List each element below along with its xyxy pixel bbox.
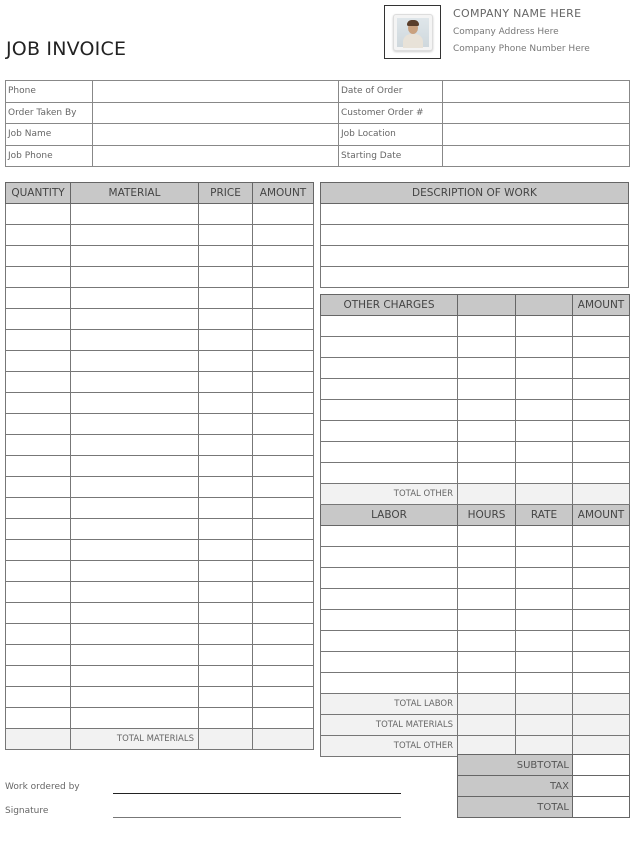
materials-cell[interactable] (6, 225, 71, 246)
other-charge-cell[interactable] (321, 463, 458, 484)
materials-cell[interactable] (6, 708, 71, 729)
total-labor-label: TOTAL LABOR (321, 694, 458, 715)
materials-cell[interactable] (199, 519, 253, 540)
total-labor-cell[interactable] (458, 694, 516, 715)
table-row (6, 666, 314, 687)
table-row (6, 498, 314, 519)
labor-column-header: AMOUNT (573, 505, 630, 526)
description-line-field[interactable] (321, 246, 629, 267)
labor-cell[interactable] (321, 652, 458, 673)
other-charge-cell[interactable] (321, 379, 458, 400)
materials-cell[interactable] (6, 456, 71, 477)
labor-column-header: RATE (516, 505, 573, 526)
materials-cell[interactable] (6, 603, 71, 624)
other-charge-cell[interactable] (516, 337, 573, 358)
company-phone: Company Phone Number Here (453, 44, 590, 54)
other-charges-column-header: OTHER CHARGES (321, 295, 458, 316)
total-materials-cell[interactable] (458, 715, 516, 736)
description-row (321, 225, 629, 246)
table-row (6, 519, 314, 540)
materials-cell[interactable] (6, 645, 71, 666)
tax-row (458, 776, 630, 797)
work-ordered-by-field[interactable] (113, 793, 401, 794)
company-logo (384, 5, 441, 59)
materials-cell[interactable] (71, 225, 199, 246)
total-cell[interactable] (199, 729, 253, 750)
labor-cell[interactable] (573, 568, 630, 589)
description-header: DESCRIPTION OF WORK (321, 183, 629, 204)
labor-column-header: LABOR (321, 505, 458, 526)
info-value-field[interactable] (93, 102, 339, 124)
materials-cell[interactable] (71, 288, 199, 309)
info-value-field[interactable] (443, 81, 630, 103)
labor-cell[interactable] (321, 547, 458, 568)
description-line-field[interactable] (321, 204, 629, 225)
materials-cell[interactable] (253, 624, 314, 645)
other-charge-row (321, 358, 630, 379)
other-charge-cell[interactable] (573, 316, 630, 337)
materials-column-header: QUANTITY (6, 183, 71, 204)
total-labor-cell[interactable] (573, 694, 630, 715)
subtotal-row (458, 755, 630, 776)
materials-cell[interactable] (253, 414, 314, 435)
materials-cell[interactable] (253, 561, 314, 582)
table-row (6, 708, 314, 729)
table-row (6, 288, 314, 309)
materials-cell[interactable] (199, 477, 253, 498)
materials-cell[interactable] (199, 603, 253, 624)
materials-cell[interactable] (253, 435, 314, 456)
labor-cell[interactable] (573, 652, 630, 673)
materials-cell[interactable] (199, 393, 253, 414)
materials-cell[interactable] (199, 309, 253, 330)
info-value-field[interactable] (443, 124, 630, 146)
materials-cell[interactable] (6, 498, 71, 519)
other-charge-cell[interactable] (516, 400, 573, 421)
table-row (6, 477, 314, 498)
labor-cell[interactable] (458, 652, 516, 673)
other-charge-cell[interactable] (458, 358, 516, 379)
materials-cell[interactable] (253, 498, 314, 519)
subtotal-label: SUBTOTAL (458, 755, 573, 776)
materials-cell[interactable] (199, 624, 253, 645)
materials-column-header: AMOUNT (253, 183, 314, 204)
materials-table (5, 182, 314, 750)
total-materials-row (321, 715, 630, 736)
other-charge-cell[interactable] (516, 421, 573, 442)
info-label: Phone (6, 81, 93, 103)
table-row (6, 645, 314, 666)
other-charges-column-header (516, 295, 573, 316)
materials-cell[interactable] (253, 246, 314, 267)
info-value-field[interactable] (93, 81, 339, 103)
other-charge-cell[interactable] (458, 379, 516, 400)
other-charge-cell[interactable] (321, 442, 458, 463)
other-charge-row (321, 442, 630, 463)
labor-cell[interactable] (321, 610, 458, 631)
total-labor-cell[interactable] (516, 694, 573, 715)
materials-cell[interactable] (71, 603, 199, 624)
labor-row (321, 652, 630, 673)
materials-cell[interactable] (199, 246, 253, 267)
labor-cell[interactable] (573, 547, 630, 568)
materials-cell[interactable] (71, 351, 199, 372)
info-row (6, 81, 630, 103)
materials-cell[interactable] (71, 561, 199, 582)
materials-cell[interactable] (199, 561, 253, 582)
labor-cell[interactable] (516, 631, 573, 652)
materials-column-header: PRICE (199, 183, 253, 204)
materials-cell[interactable] (199, 204, 253, 225)
table-row (6, 309, 314, 330)
materials-cell[interactable] (71, 204, 199, 225)
other-charge-cell[interactable] (516, 442, 573, 463)
materials-cell[interactable] (253, 687, 314, 708)
table-row (6, 582, 314, 603)
labor-cell[interactable] (516, 568, 573, 589)
labor-row (321, 610, 630, 631)
materials-cell[interactable] (253, 225, 314, 246)
other-charge-cell[interactable] (321, 316, 458, 337)
materials-cell[interactable] (6, 309, 71, 330)
other-charge-cell[interactable] (458, 421, 516, 442)
materials-cell[interactable] (71, 267, 199, 288)
materials-cell[interactable] (6, 666, 71, 687)
labor-row (321, 568, 630, 589)
description-line-field[interactable] (321, 267, 629, 288)
labor-cell[interactable] (321, 589, 458, 610)
materials-cell (6, 729, 71, 750)
materials-cell[interactable] (253, 351, 314, 372)
materials-cell[interactable] (71, 708, 199, 729)
labor-cell[interactable] (458, 547, 516, 568)
materials-cell[interactable] (253, 708, 314, 729)
other-charge-cell[interactable] (573, 379, 630, 400)
other-charge-cell[interactable] (516, 379, 573, 400)
total-other-label: TOTAL OTHER (321, 484, 458, 505)
signature-field[interactable] (113, 817, 401, 818)
description-of-work-table (320, 182, 629, 288)
materials-cell[interactable] (199, 582, 253, 603)
total-materials-label: TOTAL MATERIALS (321, 715, 458, 736)
labor-cell[interactable] (573, 589, 630, 610)
total-other-cell[interactable] (458, 484, 516, 505)
description-row (321, 204, 629, 225)
materials-cell[interactable] (6, 624, 71, 645)
labor-cell[interactable] (516, 610, 573, 631)
signature-label: Signature (5, 806, 49, 816)
labor-cell[interactable] (458, 631, 516, 652)
materials-cell[interactable] (199, 267, 253, 288)
materials-cell[interactable] (253, 456, 314, 477)
total-other-label: TOTAL OTHER (321, 736, 458, 757)
table-row (6, 435, 314, 456)
other-charge-cell[interactable] (458, 337, 516, 358)
materials-cell[interactable] (6, 267, 71, 288)
materials-cell[interactable] (71, 477, 199, 498)
labor-cell[interactable] (458, 673, 516, 694)
labor-cell[interactable] (321, 526, 458, 547)
table-row (6, 561, 314, 582)
work-ordered-by-label: Work ordered by (5, 782, 80, 792)
labor-cell[interactable] (321, 673, 458, 694)
materials-cell[interactable] (199, 330, 253, 351)
tax-label: TAX (458, 776, 573, 797)
materials-cell[interactable] (71, 624, 199, 645)
info-label: Date of Order (339, 81, 443, 103)
materials-cell[interactable] (6, 246, 71, 267)
materials-cell[interactable] (71, 393, 199, 414)
description-line-field[interactable] (321, 225, 629, 246)
other-charge-cell[interactable] (321, 421, 458, 442)
total-materials-cell[interactable] (516, 715, 573, 736)
total-materials-cell[interactable] (573, 715, 630, 736)
subtotal-value-field[interactable] (573, 755, 630, 776)
tax-value-field[interactable] (573, 776, 630, 797)
other-charge-cell[interactable] (321, 400, 458, 421)
table-row (6, 225, 314, 246)
info-row (6, 124, 630, 146)
other-charge-cell[interactable] (458, 442, 516, 463)
labor-cell[interactable] (516, 673, 573, 694)
materials-cell[interactable] (253, 645, 314, 666)
labor-cell[interactable] (321, 568, 458, 589)
materials-cell[interactable] (253, 540, 314, 561)
info-label: Job Location (339, 124, 443, 146)
materials-cell[interactable] (71, 372, 199, 393)
info-value-field[interactable] (93, 124, 339, 146)
info-label: Customer Order # (339, 102, 443, 124)
materials-cell[interactable] (6, 372, 71, 393)
other-charge-cell[interactable] (573, 400, 630, 421)
labor-row (321, 526, 630, 547)
other-charges-column-header (458, 295, 516, 316)
materials-cell[interactable] (253, 372, 314, 393)
materials-cell[interactable] (6, 393, 71, 414)
materials-cell[interactable] (199, 540, 253, 561)
labor-cell[interactable] (516, 526, 573, 547)
other-charge-cell[interactable] (573, 337, 630, 358)
materials-cell[interactable] (6, 351, 71, 372)
materials-cell[interactable] (6, 519, 71, 540)
labor-cell[interactable] (458, 589, 516, 610)
labor-column-header: HOURS (458, 505, 516, 526)
other-charge-cell[interactable] (516, 463, 573, 484)
materials-cell[interactable] (71, 309, 199, 330)
other-charges-labor-table (320, 294, 630, 757)
total-labor-row (321, 694, 630, 715)
labor-cell[interactable] (516, 547, 573, 568)
materials-cell[interactable] (71, 540, 199, 561)
table-row (6, 603, 314, 624)
other-charge-row (321, 463, 630, 484)
materials-cell[interactable] (6, 330, 71, 351)
labor-cell[interactable] (458, 526, 516, 547)
materials-cell[interactable] (6, 687, 71, 708)
materials-cell[interactable] (199, 372, 253, 393)
info-label: Starting Date (339, 145, 443, 167)
materials-cell[interactable] (253, 204, 314, 225)
materials-cell[interactable] (71, 456, 199, 477)
table-row (6, 540, 314, 561)
total-materials-label: TOTAL MATERIALS (71, 729, 199, 750)
other-charge-row (321, 316, 630, 337)
materials-cell[interactable] (199, 225, 253, 246)
labor-row (321, 589, 630, 610)
materials-cell[interactable] (253, 309, 314, 330)
other-charge-cell[interactable] (573, 463, 630, 484)
materials-cell[interactable] (253, 288, 314, 309)
materials-cell[interactable] (199, 645, 253, 666)
labor-row (321, 673, 630, 694)
company-address: Company Address Here (453, 27, 559, 37)
total-materials-row (6, 729, 314, 750)
labor-row (321, 547, 630, 568)
materials-cell[interactable] (71, 435, 199, 456)
materials-cell[interactable] (6, 477, 71, 498)
materials-cell[interactable] (71, 687, 199, 708)
materials-cell[interactable] (71, 330, 199, 351)
materials-cell[interactable] (71, 414, 199, 435)
info-row (6, 145, 630, 167)
materials-column-header: MATERIAL (71, 183, 199, 204)
labor-header-row (321, 505, 630, 526)
table-row (6, 624, 314, 645)
info-label: Job Phone (6, 145, 93, 167)
labor-cell[interactable] (573, 526, 630, 547)
materials-cell[interactable] (253, 582, 314, 603)
job-info-table (5, 80, 630, 167)
total-label: TOTAL (458, 797, 573, 818)
other-charge-cell[interactable] (458, 463, 516, 484)
table-row (6, 393, 314, 414)
materials-cell[interactable] (253, 666, 314, 687)
company-info (453, 7, 590, 58)
person-photo-icon (393, 14, 433, 51)
materials-cell[interactable] (6, 204, 71, 225)
description-row (321, 246, 629, 267)
materials-cell[interactable] (253, 393, 314, 414)
company-name: COMPANY NAME HERE (453, 7, 582, 20)
other-charge-cell[interactable] (573, 421, 630, 442)
summary-table (457, 754, 630, 818)
materials-cell[interactable] (71, 582, 199, 603)
other-charge-row (321, 379, 630, 400)
materials-cell[interactable] (6, 540, 71, 561)
materials-cell[interactable] (199, 456, 253, 477)
materials-cell[interactable] (199, 666, 253, 687)
materials-cell[interactable] (6, 561, 71, 582)
materials-cell[interactable] (199, 498, 253, 519)
materials-cell[interactable] (199, 708, 253, 729)
table-row (6, 372, 314, 393)
other-charge-cell[interactable] (573, 442, 630, 463)
table-row (6, 351, 314, 372)
total-value-field[interactable] (573, 797, 630, 818)
materials-cell[interactable] (253, 519, 314, 540)
materials-cell[interactable] (71, 519, 199, 540)
labor-cell[interactable] (458, 568, 516, 589)
labor-cell[interactable] (516, 652, 573, 673)
description-row (321, 267, 629, 288)
other-charge-cell[interactable] (516, 316, 573, 337)
page-title: JOB INVOICE (6, 38, 127, 60)
labor-cell[interactable] (321, 631, 458, 652)
info-row (6, 102, 630, 124)
table-row (6, 456, 314, 477)
materials-cell[interactable] (199, 687, 253, 708)
materials-cell[interactable] (199, 414, 253, 435)
total-row (458, 797, 630, 818)
table-row (6, 246, 314, 267)
materials-cell[interactable] (199, 288, 253, 309)
materials-cell[interactable] (253, 330, 314, 351)
materials-cell[interactable] (71, 246, 199, 267)
materials-cell[interactable] (6, 582, 71, 603)
table-row (6, 414, 314, 435)
other-charge-cell[interactable] (458, 316, 516, 337)
materials-cell[interactable] (6, 435, 71, 456)
total-other-cell[interactable] (573, 484, 630, 505)
labor-cell[interactable] (458, 610, 516, 631)
materials-cell[interactable] (71, 645, 199, 666)
labor-row (321, 631, 630, 652)
other-charge-row (321, 421, 630, 442)
other-charge-cell[interactable] (516, 358, 573, 379)
other-charges-column-header: AMOUNT (573, 295, 630, 316)
materials-cell[interactable] (71, 498, 199, 519)
table-row (6, 687, 314, 708)
total-other-cell[interactable] (516, 484, 573, 505)
labor-cell[interactable] (516, 589, 573, 610)
other-charge-row (321, 400, 630, 421)
info-value-field[interactable] (443, 102, 630, 124)
labor-cell[interactable] (573, 610, 630, 631)
labor-cell[interactable] (573, 673, 630, 694)
total-other-row (321, 484, 630, 505)
materials-cell[interactable] (71, 666, 199, 687)
other-charge-cell[interactable] (573, 358, 630, 379)
other-charge-cell[interactable] (321, 337, 458, 358)
materials-cell[interactable] (253, 267, 314, 288)
info-label: Job Name (6, 124, 93, 146)
total-materials-value[interactable] (253, 729, 314, 750)
materials-cell[interactable] (253, 477, 314, 498)
other-charge-cell[interactable] (321, 358, 458, 379)
table-row (6, 267, 314, 288)
table-row (6, 204, 314, 225)
info-value-field[interactable] (443, 145, 630, 167)
materials-cell[interactable] (6, 414, 71, 435)
info-value-field[interactable] (93, 145, 339, 167)
other-charge-row (321, 337, 630, 358)
other-charge-cell[interactable] (458, 400, 516, 421)
materials-cell[interactable] (199, 351, 253, 372)
materials-cell[interactable] (199, 435, 253, 456)
info-label: Order Taken By (6, 102, 93, 124)
labor-cell[interactable] (573, 631, 630, 652)
table-row (6, 330, 314, 351)
materials-cell[interactable] (6, 288, 71, 309)
materials-cell[interactable] (253, 603, 314, 624)
